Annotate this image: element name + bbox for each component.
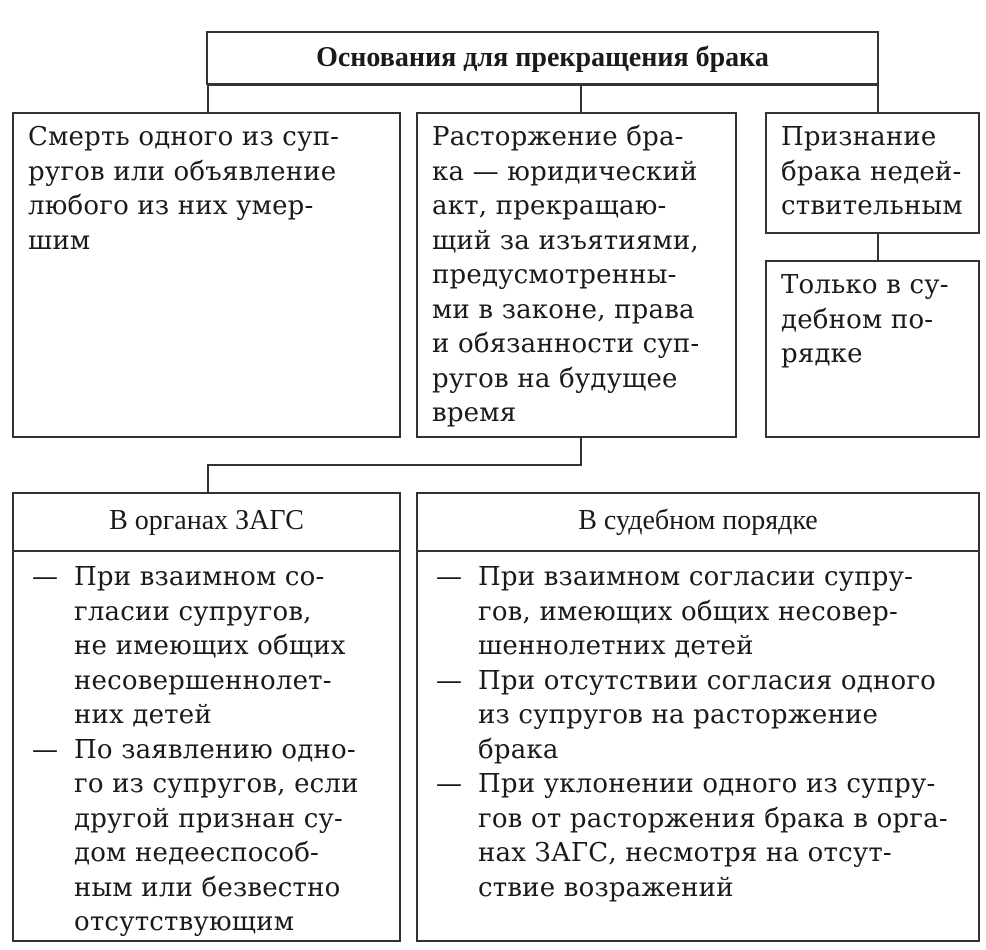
dissolution-court-box bbox=[416, 492, 980, 942]
ground-invalidity: Признание брака недей- ствительным bbox=[765, 112, 980, 234]
connector-invalidity-to-court bbox=[877, 232, 879, 262]
dissolution-zags-header: В органах ЗАГС bbox=[14, 494, 399, 552]
dissolution-court-list bbox=[418, 552, 978, 905]
dash-marker: — bbox=[32, 734, 59, 765]
list-item-text: При взаимном со- гласии супругов, не имеющих общих несовершеннолет- них детей bbox=[74, 562, 346, 730]
list-item bbox=[436, 664, 970, 768]
dash-marker: — bbox=[436, 665, 463, 696]
connector-divorce-down bbox=[580, 436, 582, 466]
dissolution-zags-list bbox=[14, 552, 399, 940]
list-item bbox=[436, 560, 970, 664]
list-item-text: По заявлению одно- го из супругов, если другой признан су- дом недееспособ- ным или безвестно отсутствующим bbox=[74, 734, 359, 937]
connector-to-zags bbox=[207, 464, 209, 494]
diagram-title: Основания для прекращения брака bbox=[206, 31, 879, 85]
dash-marker: — bbox=[32, 562, 59, 592]
list-item bbox=[436, 767, 970, 905]
list-item-text: При уклонении одного из супру- гов от расторжения брака в орга- нах ЗАГС, несмотря на отсут- ствие возражений bbox=[478, 769, 948, 903]
list-item-text: При взаимном согласии супру- гов, имеющих общих несовер- шеннолетних детей bbox=[478, 562, 914, 661]
dash-marker: — bbox=[436, 769, 463, 799]
dissolution-court-header: В судебном порядке bbox=[418, 494, 978, 552]
list-item-text: При отсутствии согласия одного из супругов на расторжение брака bbox=[478, 665, 937, 765]
list-item bbox=[32, 733, 391, 940]
list-item bbox=[32, 560, 391, 733]
invalidity-procedure: Только в су- дебном по- рядке bbox=[765, 260, 980, 438]
connector-to-divorce bbox=[580, 84, 582, 114]
connector-to-death bbox=[207, 84, 209, 114]
ground-divorce: Расторжение бра- ка — юридический акт, прекращаю- щий за изъятиями, предусмотренны- ми в законе, права и обязанности суп- ругов на будущее время bbox=[416, 112, 737, 438]
dissolution-zags-box bbox=[12, 492, 401, 942]
connector-ways-horizontal bbox=[207, 464, 582, 466]
ground-death: Смерть одного из суп- ругов или объявление любого из них умер- шим bbox=[12, 112, 401, 438]
dash-marker: — bbox=[436, 562, 463, 592]
connector-to-invalidity bbox=[877, 84, 879, 114]
